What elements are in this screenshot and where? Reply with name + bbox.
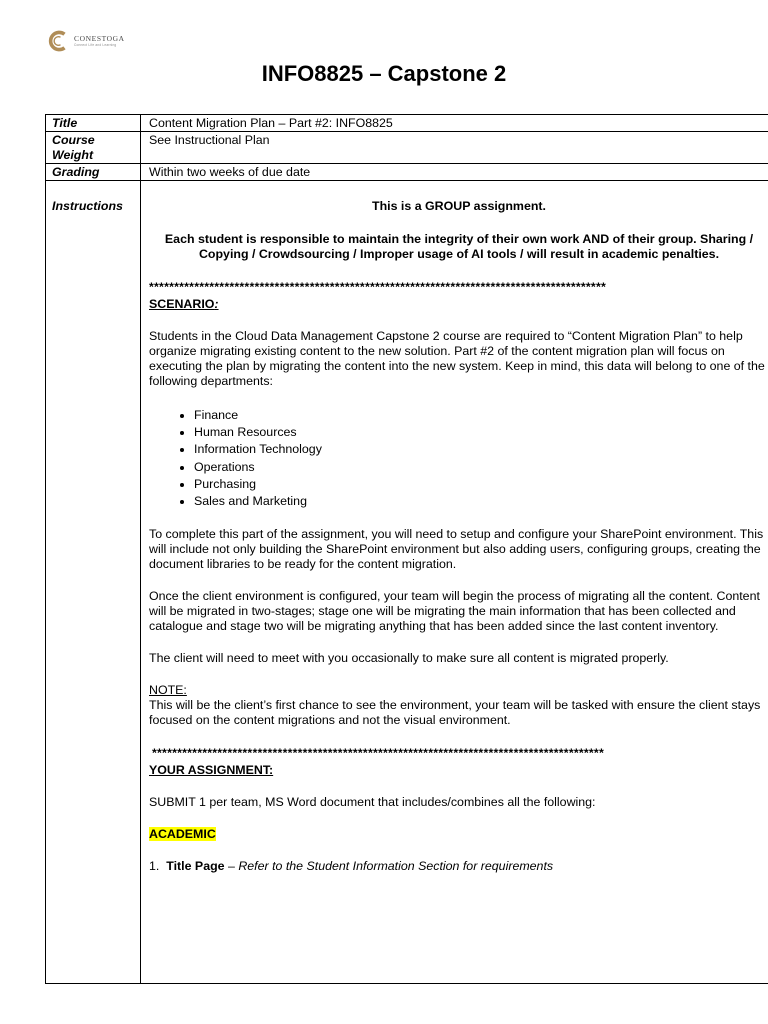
scenario-paragraph-1: Students in the Cloud Data Management Capstone 2 course are required to “Content Migration Plan” to help organize migrating existing content to the new solution. Part #2 of the content migration plan will focus on executing the plan by migrating the content into the new system. Keep in mind, this data will belong to one of the following departments: (149, 329, 765, 388)
list-item: • Finance (194, 407, 768, 424)
row-label-title: Title (46, 115, 141, 132)
row-value-title: Content Migration Plan – Part #2: INFO8825 (141, 115, 768, 132)
table-row (46, 181, 768, 984)
list-item: • Sales and Marketing (194, 493, 768, 510)
item-title: Title Page (166, 859, 225, 874)
item-number: 1. (149, 859, 160, 874)
group-notice: This is a GROUP assignment. (372, 199, 546, 213)
separator-line: ******************************************************************************************* (149, 280, 606, 294)
table-row (46, 115, 768, 132)
integrity-notice: Each student is responsible to maintain the integrity of their own work AND of their group. Sharing / Copying / Crowdsourcing / Improper usage of AI tools / will result in academic penalties. (164, 232, 754, 261)
scenario-heading-text: SCENARIO (149, 297, 215, 311)
table-row (46, 132, 768, 164)
assignment-heading: YOUR ASSIGNMENT: (149, 763, 274, 778)
scenario-heading-colon: : (214, 297, 219, 311)
list-item: • Information Technology (194, 441, 768, 458)
list-item: • Purchasing (194, 476, 768, 493)
submit-instructions: SUBMIT 1 per team, MS Word document that includes/combines all the following: (149, 795, 596, 810)
table-row (46, 164, 768, 181)
row-value-course-weight: See Instructional Plan (141, 132, 768, 164)
note-label: NOTE: (149, 683, 187, 698)
list-item: • Operations (194, 459, 768, 476)
logo-tagline: Connect Life and Learning (74, 43, 117, 48)
scenario-paragraph-2: To complete this part of the assignment, you will need to setup and configure your SharePoint environment. This will include not only building the SharePoint environment but also adding users, configuring groups, creating the document libraries to be ready for the content migration. (149, 527, 764, 572)
scenario-paragraph-4: The client will need to meet with you occasionally to make sure all content is migrated properly. (149, 651, 669, 666)
instructions-content (141, 181, 768, 984)
note-text: This will be the client’s first chance to see the environment, your team will be tasked with ensure the client stays focused on the content migrations and not the visual environment. (149, 698, 761, 728)
row-label-instructions: Instructions (46, 181, 141, 984)
item-description: Refer to the Student Information Section for requirements (238, 859, 554, 874)
separator-line-2: ****************************************************************************************** (152, 746, 604, 761)
academic-section (149, 827, 768, 842)
departments-list (149, 407, 768, 510)
scenario-heading (149, 297, 768, 312)
list-item: • Human Resources (194, 424, 768, 441)
conestoga-logo (47, 30, 125, 52)
assignment-item-1 (149, 859, 768, 874)
academic-label: ACADEMIC (149, 827, 216, 842)
row-label-course-weight: Course Weight (46, 132, 141, 164)
item-dash: – (224, 859, 239, 874)
scenario-paragraph-3: Once the client environment is configured, your team will begin the process of migrating all the content. Content will be migrated in two-stages; stage one will be migrating the main information that has been collected and catalogue and stage two will be migrating anything that has been added since the last content inventory. (149, 589, 760, 634)
conestoga-c-logo-icon (47, 30, 69, 52)
assignment-table (45, 114, 768, 984)
row-value-grading: Within two weeks of due date (141, 164, 768, 181)
row-label-grading: Grading (46, 164, 141, 181)
document-title: INFO8825 – Capstone 2 (261, 61, 507, 86)
logo-name: CONESTOGA (74, 33, 125, 43)
